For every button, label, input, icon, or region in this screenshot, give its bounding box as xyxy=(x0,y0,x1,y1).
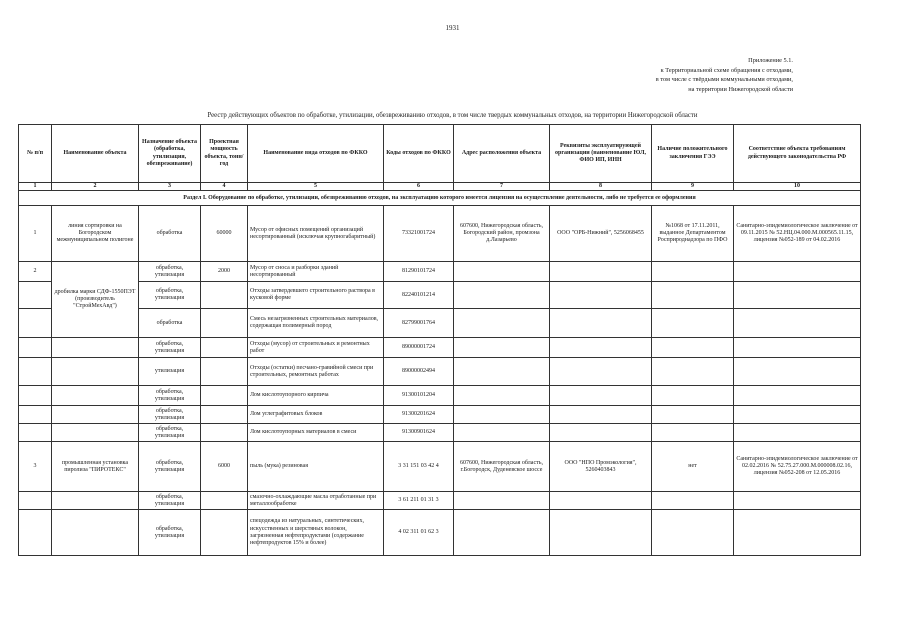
object-capacity xyxy=(201,338,248,358)
waste-type: спецодежда из натуральных, синтетических, искусственных и шерстяных волокон, загрязненная нефтепродуктами (содержание нефтепродуктов 15% и более) xyxy=(248,510,384,556)
gee-conclusion xyxy=(652,338,734,358)
appendix-line: к Территориальной схеме обращения с отходами, xyxy=(660,66,793,74)
object-purpose: обработка, утилизация xyxy=(139,386,201,406)
header-cell: Наименование объекта xyxy=(52,125,139,183)
table-row xyxy=(19,358,861,386)
header-cell: Наличие положительного заключения ГЭЭ xyxy=(652,125,734,183)
object-purpose: обработка, утилизация xyxy=(139,262,201,282)
compliance-info xyxy=(734,309,861,338)
object-address: 607600, Нижегородская область, Богородский район, промзона д.Лазарьево xyxy=(454,206,550,262)
table-row xyxy=(19,282,861,309)
header-cell: Назначение объекта (обработка, утилизация, обезвреживание) xyxy=(139,125,201,183)
object-purpose: обработка, утилизация xyxy=(139,338,201,358)
operator-details xyxy=(550,510,652,556)
row-number xyxy=(19,386,52,406)
appendix-line: в том числе с твёрдыми коммунальными отходами, xyxy=(655,76,793,84)
row-number xyxy=(19,510,52,556)
column-number: 8 xyxy=(550,183,652,191)
object-address xyxy=(454,338,550,358)
operator-details: ООО "НПО Промэкология", 5260403843 xyxy=(550,442,652,492)
table-row xyxy=(19,309,861,338)
object-purpose: обработка xyxy=(139,206,201,262)
header-cell: Коды отходов по ФККО xyxy=(384,125,454,183)
waste-code: 4 02 311 01 62 3 xyxy=(384,510,454,556)
waste-code: 89000002494 xyxy=(384,358,454,386)
object-name xyxy=(52,386,139,406)
compliance-info xyxy=(734,338,861,358)
waste-type: Мусор от сноса и разборки зданий несортированный xyxy=(248,262,384,282)
object-address: 607600, Нижегородская область, г.Богородск, Дуденевское шоссе xyxy=(454,442,550,492)
object-capacity xyxy=(201,358,248,386)
header-cell: Проектная мощность объекта, тонн/год xyxy=(201,125,248,183)
compliance-info xyxy=(734,424,861,442)
table-row xyxy=(19,442,861,492)
column-number: 4 xyxy=(201,183,248,191)
object-address xyxy=(454,358,550,386)
object-capacity xyxy=(201,386,248,406)
waste-type: Отходы (мусор) от строительных и ремонтных работ xyxy=(248,338,384,358)
operator-details xyxy=(550,338,652,358)
object-capacity xyxy=(201,309,248,338)
operator-details xyxy=(550,262,652,282)
column-number: 3 xyxy=(139,183,201,191)
object-capacity xyxy=(201,406,248,424)
object-address xyxy=(454,309,550,338)
object-capacity xyxy=(201,510,248,556)
operator-details xyxy=(550,282,652,309)
object-purpose: утилизация xyxy=(139,358,201,386)
object-capacity xyxy=(201,492,248,510)
gee-conclusion xyxy=(652,358,734,386)
waste-type: смазочно-охлаждающие масла отработанные при металлообработке xyxy=(248,492,384,510)
gee-conclusion: нет xyxy=(652,442,734,492)
gee-conclusion xyxy=(652,309,734,338)
object-purpose: обработка, утилизация xyxy=(139,510,201,556)
operator-details: ООО "ОРБ-Нижний", 5256068455 xyxy=(550,206,652,262)
waste-type: Лом углеграфитовых блоков xyxy=(248,406,384,424)
object-name xyxy=(52,358,139,386)
object-name xyxy=(52,424,139,442)
object-name xyxy=(52,510,139,556)
waste-code: 91300101204 xyxy=(384,386,454,406)
compliance-info xyxy=(734,406,861,424)
gee-conclusion xyxy=(652,510,734,556)
waste-code: 73321001724 xyxy=(384,206,454,262)
header-cell: Соответствие объекта требованиям действующего законодательства РФ xyxy=(734,125,861,183)
compliance-info xyxy=(734,358,861,386)
gee-conclusion: №1068 от 17.11.2011, выданное Департаментом Росприроднадзора по ПФО xyxy=(652,206,734,262)
operator-details xyxy=(550,309,652,338)
compliance-info: Санитарно-эпидемиологическое заключение от 02.02.2016 № 52.75.27.000.М.000008.02.16, лицензия №052-208 от 12.05.2016 xyxy=(734,442,861,492)
operator-details xyxy=(550,492,652,510)
column-number-row xyxy=(19,183,861,191)
object-purpose: обработка, утилизация xyxy=(139,492,201,510)
appendix-line: на территории Нижегородской области xyxy=(688,85,793,93)
gee-conclusion xyxy=(652,262,734,282)
object-capacity: 2000 xyxy=(201,262,248,282)
compliance-info xyxy=(734,386,861,406)
object-capacity xyxy=(201,282,248,309)
gee-conclusion xyxy=(652,424,734,442)
row-number xyxy=(19,338,52,358)
row-number: 3 xyxy=(19,442,52,492)
waste-code: 81290101724 xyxy=(384,262,454,282)
object-capacity: 6000 xyxy=(201,442,248,492)
section-row xyxy=(19,191,861,206)
object-address xyxy=(454,406,550,424)
column-number: 10 xyxy=(734,183,861,191)
header-cell: Адрес расположения объекта xyxy=(454,125,550,183)
waste-code: 82799001764 xyxy=(384,309,454,338)
column-number: 6 xyxy=(384,183,454,191)
table-row xyxy=(19,510,861,556)
object-name xyxy=(52,338,139,358)
waste-type: Лом кислотоупорного кирпича xyxy=(248,386,384,406)
object-purpose: обработка xyxy=(139,309,201,338)
registry-table xyxy=(18,124,861,556)
waste-type: Лом кислотоупорных материалов в смеси xyxy=(248,424,384,442)
object-address xyxy=(454,510,550,556)
header-cell: Реквизиты эксплуатирующей организации (наименование ЮЛ, ФИО ИП, ИНН xyxy=(550,125,652,183)
table-row xyxy=(19,406,861,424)
object-address xyxy=(454,424,550,442)
operator-details xyxy=(550,386,652,406)
operator-details xyxy=(550,358,652,386)
compliance-info xyxy=(734,492,861,510)
object-name xyxy=(52,492,139,510)
header-row xyxy=(19,125,861,183)
object-name: дробилка марки СДФ-1550ПЭТ (производитель "СтройМехАвд") xyxy=(52,262,139,338)
column-number: 7 xyxy=(454,183,550,191)
compliance-info xyxy=(734,262,861,282)
object-capacity: 60000 xyxy=(201,206,248,262)
compliance-info xyxy=(734,282,861,309)
column-number: 2 xyxy=(52,183,139,191)
object-address xyxy=(454,492,550,510)
object-purpose: обработка, утилизация xyxy=(139,282,201,309)
object-name xyxy=(52,406,139,424)
waste-code: 3 61 211 01 31 3 xyxy=(384,492,454,510)
column-number: 5 xyxy=(248,183,384,191)
row-number xyxy=(19,309,52,338)
table-row xyxy=(19,424,861,442)
object-purpose: обработка, утилизация xyxy=(139,442,201,492)
row-number xyxy=(19,406,52,424)
waste-code: 91300201624 xyxy=(384,406,454,424)
gee-conclusion xyxy=(652,406,734,424)
gee-conclusion xyxy=(652,492,734,510)
compliance-info xyxy=(734,510,861,556)
table-row xyxy=(19,492,861,510)
column-number: 1 xyxy=(19,183,52,191)
operator-details xyxy=(550,424,652,442)
waste-type: Смесь незагрязненных строительных материалов, содержащая полимерный пород xyxy=(248,309,384,338)
waste-type: Отходы затвердевшего строительного раствора в кусковой форме xyxy=(248,282,384,309)
gee-conclusion xyxy=(652,386,734,406)
object-address xyxy=(454,262,550,282)
object-address xyxy=(454,386,550,406)
row-number xyxy=(19,358,52,386)
row-number: 1 xyxy=(19,206,52,262)
table-row xyxy=(19,338,861,358)
section-heading: Раздел I. Оборудование по обработке, утилизации, обезвреживанию отходов, на эксплуатацию которого имеется лицензия на осуществление деятельности, либо не требуется ее оформления xyxy=(19,191,861,206)
object-name: линия сортировки на Богородском межмуниципальном полигоне xyxy=(52,206,139,262)
waste-type: пыль (мука) резиновая xyxy=(248,442,384,492)
page-number: 1931 xyxy=(445,24,460,32)
object-purpose: обработка, утилизация xyxy=(139,424,201,442)
object-name: промышленная установка пиролиза "ПИРОТЕКС" xyxy=(52,442,139,492)
header-cell: Наименование вида отходов по ФККО xyxy=(248,125,384,183)
waste-type: Мусор от офисных помещений организаций несортированный (исключая крупногабаритный) xyxy=(248,206,384,262)
row-number xyxy=(19,424,52,442)
table-row xyxy=(19,386,861,406)
appendix-note xyxy=(533,56,793,94)
row-number xyxy=(19,492,52,510)
gee-conclusion xyxy=(652,282,734,309)
compliance-info: Санитарно-эпидемиологическое заключение от 09.11.2015 № 52.НЦ.04.000.М.000565.11.15, лицензия №052-189 от 04.02.2016 xyxy=(734,206,861,262)
column-number: 9 xyxy=(652,183,734,191)
waste-code: 3 31 151 03 42 4 xyxy=(384,442,454,492)
row-number: 2 xyxy=(19,262,52,282)
waste-code: 82240101214 xyxy=(384,282,454,309)
object-purpose: обработка, утилизация xyxy=(139,406,201,424)
appendix-title: Приложение 5.1. xyxy=(748,57,793,64)
header-cell: № п/п xyxy=(19,125,52,183)
document-title: Реестр действующих объектов по обработке, утилизации, обезвреживанию отходов, в том числе твердых коммунальных отходов, на территории Нижегородской области xyxy=(207,112,698,119)
waste-type: Отходы (остатки) песчано-гравийной смеси при строительных, ремонтных работах xyxy=(248,358,384,386)
operator-details xyxy=(550,406,652,424)
waste-code: 89000001724 xyxy=(384,338,454,358)
table-row xyxy=(19,262,861,282)
waste-code: 91300901624 xyxy=(384,424,454,442)
object-address xyxy=(454,282,550,309)
row-number xyxy=(19,282,52,309)
object-capacity xyxy=(201,424,248,442)
table-row xyxy=(19,206,861,262)
